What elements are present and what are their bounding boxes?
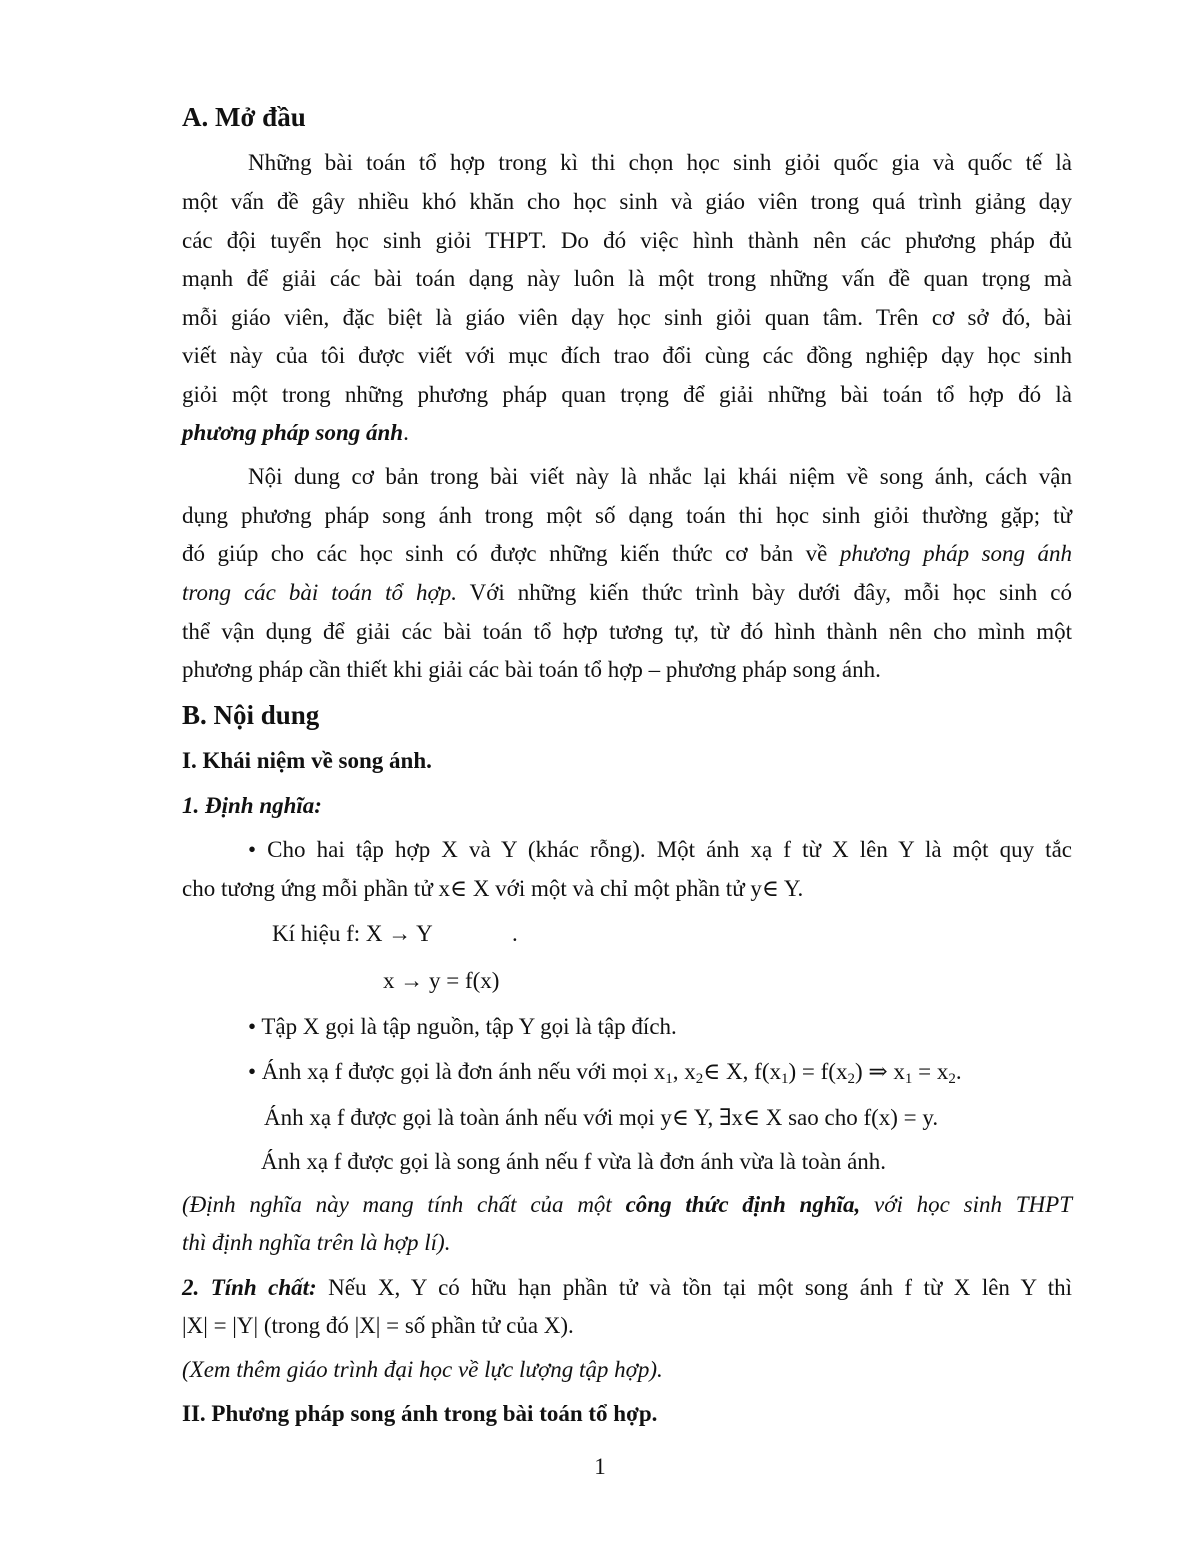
note-line: (Xem thêm giáo trình đại học về lực lượng tập hợp). [182, 1357, 663, 1382]
page-number: 1 [594, 1454, 606, 1479]
note-line: thì định nghĩa trên là hợp lí). [182, 1230, 451, 1255]
notation-dot: . [512, 921, 518, 946]
text-run: Nếu X, Y có hữu hạn phần tử và tồn tại một song ánh f từ X lên Y thì [316, 1275, 1073, 1300]
note-line [182, 1190, 1072, 1220]
subscript: 1 [781, 1071, 789, 1087]
paragraph-line [182, 418, 1072, 448]
bullet-line [248, 1057, 1072, 1087]
emphasis-text: công thức định nghĩa, [625, 1192, 861, 1217]
paragraph-line [182, 539, 1072, 569]
paragraph-line: |X| = |Y| (trong đó |X| = số phần tử của X). [182, 1313, 574, 1338]
subscript: 1 [665, 1071, 673, 1087]
italic-text: phương pháp song ánh [839, 541, 1072, 566]
text-run: ∈ X, f(x [703, 1059, 781, 1084]
property-line [182, 1273, 1072, 1303]
paragraph-line: mỗi giáo viên, đặc biệt là giáo viên dạy học sinh giỏi quan tâm. Trên cơ sở đó, bài [182, 305, 1072, 330]
subscript: 1 [904, 1071, 913, 1087]
notation-line: x → y = f(x) [383, 968, 500, 993]
paragraph-line: Ánh xạ f được gọi là toàn ánh nếu với mọi y∈ Y, ∃x∈ X sao cho f(x) = y. [264, 1105, 939, 1130]
paragraph-line: Những bài toán tổ hợp trong kì thi chọn học sinh giỏi quốc gia và quốc tế là [248, 150, 1072, 175]
paragraph-line: các đội tuyển học sinh giỏi THPT. Do đó việc hình thành nên các phương pháp đủ [182, 228, 1072, 253]
paragraph-line: Ánh xạ f được gọi là song ánh nếu f vừa là đơn ánh vừa là toàn ánh. [261, 1149, 887, 1174]
paragraph-line: một vấn đề gây nhiều khó khăn cho học sinh và giáo viên trong quá trình giảng dạy [182, 189, 1072, 214]
text-run: ) ⇒ x [854, 1059, 905, 1084]
bullet-line: • Cho hai tập hợp X và Y (khác rỗng). Một ánh xạ f từ X lên Y là một quy tắc [248, 837, 1072, 862]
text-run: ) = f(x [788, 1059, 848, 1084]
text-run: . [955, 1059, 962, 1084]
italic-text: trong các bài toán tổ hợp. [182, 580, 458, 605]
paragraph-line: dụng phương pháp song ánh trong một số dạng toán thi học sinh giỏi thường gặp; từ [182, 503, 1072, 528]
text-run: • Ánh xạ f được gọi là đơn ánh nếu với mọi x [248, 1059, 666, 1084]
paragraph-line: viết này của tôi được viết với mục đích trao đổi cùng các đồng nghiệp dạy học sinh [182, 343, 1072, 368]
paragraph-line: thể vận dụng để giải các bài toán tổ hợp tương tự, từ đó hình thành nên cho mình một [182, 619, 1072, 644]
paragraph-line [182, 578, 1072, 608]
text-run: = x [912, 1059, 949, 1084]
text-run: với học sinh THPT [860, 1192, 1072, 1217]
text-run: (Định nghĩa này mang tính chất của một [182, 1192, 626, 1217]
heading-noi-dung: B. Nội dung [182, 700, 320, 730]
paragraph-line: cho tương ứng mỗi phần tử x∈ X với một và chỉ một phần tử y∈ Y. [182, 876, 804, 901]
subscript: 2 [847, 1071, 855, 1087]
definition-title: 1. Định nghĩa: [182, 793, 322, 818]
property-title: 2. Tính chất: [182, 1275, 317, 1300]
bullet-line: • Tập X gọi là tập nguồn, tập Y gọi là tập đích. [248, 1014, 677, 1039]
emphasis-text: phương pháp song ánh [182, 420, 404, 445]
section-heading: II. Phương pháp song ánh trong bài toán tổ hợp. [182, 1401, 658, 1426]
heading-mo-dau: A. Mở đầu [182, 102, 306, 132]
paragraph-line: mạnh để giải các bài toán dạng này luôn là một trong những vấn đề quan trọng mà [182, 266, 1072, 291]
subscript: 2 [948, 1071, 956, 1087]
period: . [403, 420, 409, 445]
notation-line: Kí hiệu f: X → Y [272, 921, 433, 946]
paragraph-line: phương pháp cần thiết khi giải các bài toán tổ hợp – phương pháp song ánh. [182, 657, 881, 682]
paragraph-line: giỏi một trong những phương pháp quan trọng để giải những bài toán tổ hợp đó là [182, 382, 1072, 407]
text-run: đó giúp cho các học sinh có được những kiến thức cơ bản về [182, 541, 840, 566]
subscript: 2 [695, 1071, 704, 1087]
section-heading: I. Khái niệm về song ánh. [182, 748, 432, 773]
text-run: , x [672, 1059, 696, 1084]
paragraph-line: Nội dung cơ bản trong bài viết này là nhắc lại khái niệm về song ánh, cách vận [248, 464, 1072, 489]
text-run: Với những kiến thức trình bày dưới đây, mỗi học sinh có [457, 580, 1072, 605]
